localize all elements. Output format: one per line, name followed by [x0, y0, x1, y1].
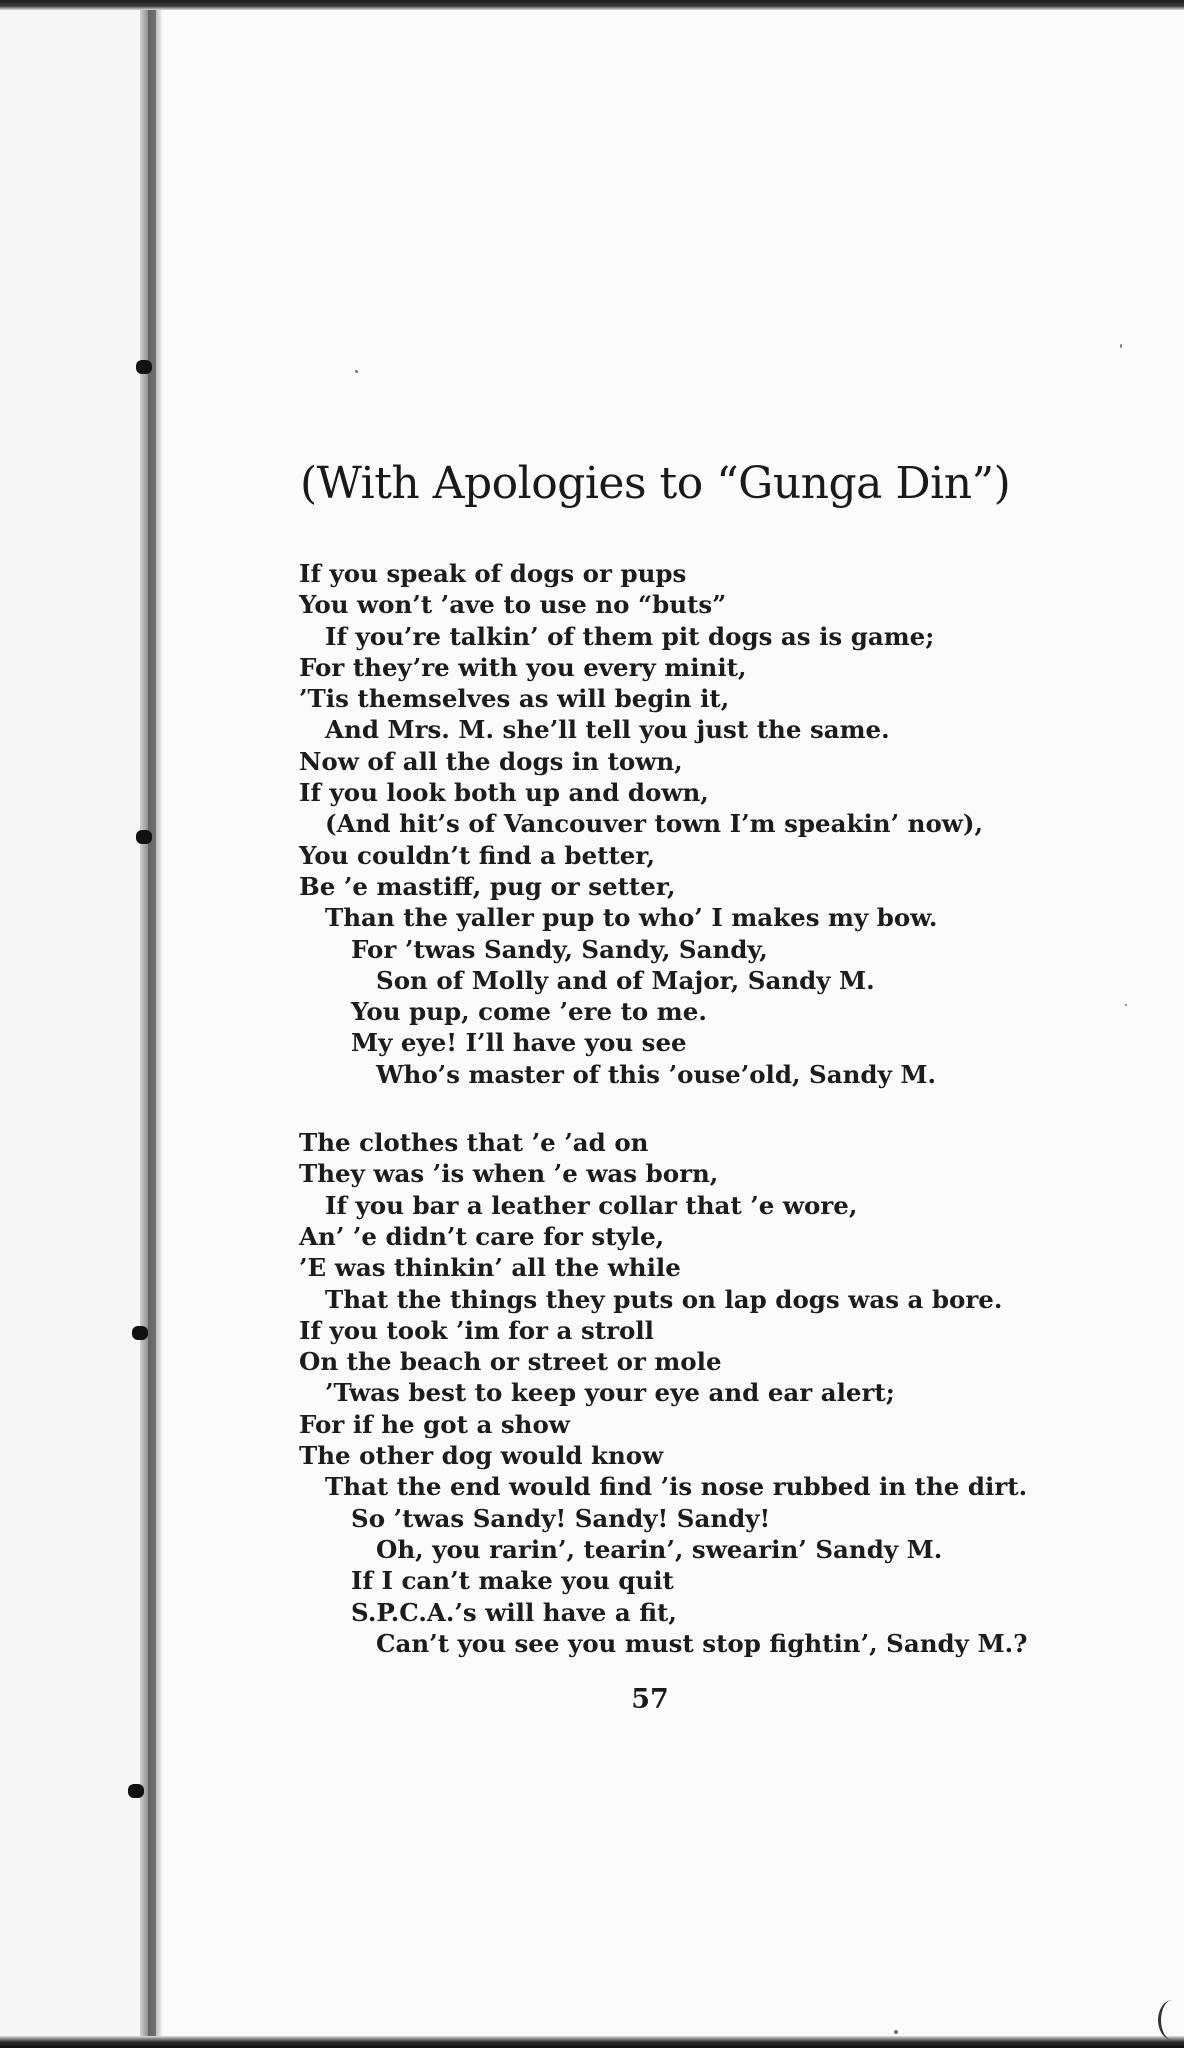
poem-body [299, 558, 1119, 1659]
poem-line: ’E was thinkin’ all the while [299, 1253, 681, 1283]
poem-line: An’ ’e didn’t care for style, [299, 1221, 665, 1251]
poem-line: They was ’is when ’e was born, [299, 1159, 719, 1189]
poem-line: If you’re talkin’ of them pit dogs as is game; [325, 621, 935, 651]
poem-line: My eye! I’ll have you see [351, 1028, 687, 1058]
poem-line: (And hit’s of Vancouver town I’m speakin’ now), [325, 809, 983, 839]
scan-top-edge [0, 0, 1184, 10]
poem-line: Can’t you see you must stop fightin’, Sandy M.? [376, 1628, 1028, 1658]
poem-line: For ’twas Sandy, Sandy, Sandy, [351, 934, 768, 964]
poem-line: If you speak of dogs or pups [299, 559, 687, 588]
poem-stanza [299, 558, 1119, 1090]
poem-line: The other dog would know [299, 1441, 664, 1471]
paper-speck [1120, 344, 1122, 348]
poem-line: If you look both up and down, [299, 778, 709, 808]
poem-line: Son of Molly and of Major, Sandy M. [376, 965, 875, 995]
poem-line: Who’s master of this ’ouse’old, Sandy M. [376, 1059, 936, 1089]
poem-line: ’Tis themselves as will begin it, [299, 684, 730, 714]
gutter-binding-line [148, 10, 156, 2038]
poem-line: So ’twas Sandy! Sandy! Sandy! [351, 1503, 771, 1533]
poem-line: Than the yaller pup to who’ I makes my bow. [325, 903, 938, 933]
poem-line: Oh, you rarin’, tearin’, swearin’ Sandy M. [376, 1534, 943, 1564]
poem-line: ’Twas best to keep your eye and ear alert; [325, 1378, 895, 1408]
poem-line: You pup, come ’ere to me. [351, 997, 707, 1027]
poem-line: If you took ’im for a stroll [299, 1315, 654, 1345]
poem-line: That the things they puts on lap dogs was a bore. [325, 1284, 1003, 1314]
stanza-break [299, 1090, 1119, 1127]
poem-line: Be ’e mastiff, pug or setter, [299, 871, 676, 901]
paper-speck [894, 2030, 898, 2034]
poem-line: Now of all the dogs in town, [299, 746, 683, 776]
poem-line: And Mrs. M. she’ll tell you just the same. [325, 715, 890, 745]
page-number: 57 [631, 1684, 669, 1715]
page-title: (With Apologies to “Gunga Din”) [300, 458, 1011, 509]
binding-stitch-mark [136, 830, 152, 844]
poem-line: If you bar a leather collar that ’e wore, [325, 1190, 858, 1220]
binding-stitch-mark [128, 1784, 144, 1798]
poem-line: For if he got a show [299, 1409, 570, 1439]
binding-stitch-mark [132, 1326, 148, 1340]
poem-stanza [299, 1127, 1119, 1659]
poem-line: If I can’t make you quit [351, 1566, 674, 1596]
poem-line: The clothes that ’e ’ad on [299, 1128, 649, 1158]
poem-line: S.P.C.A.’s will have a fit, [351, 1597, 677, 1627]
page-corner-curl [1158, 2000, 1184, 2040]
facing-page-margin [0, 0, 140, 2048]
poem-line: You couldn’t find a better, [299, 840, 656, 870]
poem-line: That the end would find ’is nose rubbed in the dirt. [325, 1472, 1028, 1502]
scan-bottom-edge [0, 2036, 1184, 2048]
paper-speck [355, 370, 358, 373]
poem-line: For they’re with you every minit, [299, 652, 747, 682]
poem-line: On the beach or street or mole [299, 1347, 722, 1377]
paper-speck [1125, 1004, 1127, 1006]
binding-stitch-mark [136, 360, 152, 374]
poem-line: You won’t ’ave to use no “buts” [299, 590, 727, 620]
